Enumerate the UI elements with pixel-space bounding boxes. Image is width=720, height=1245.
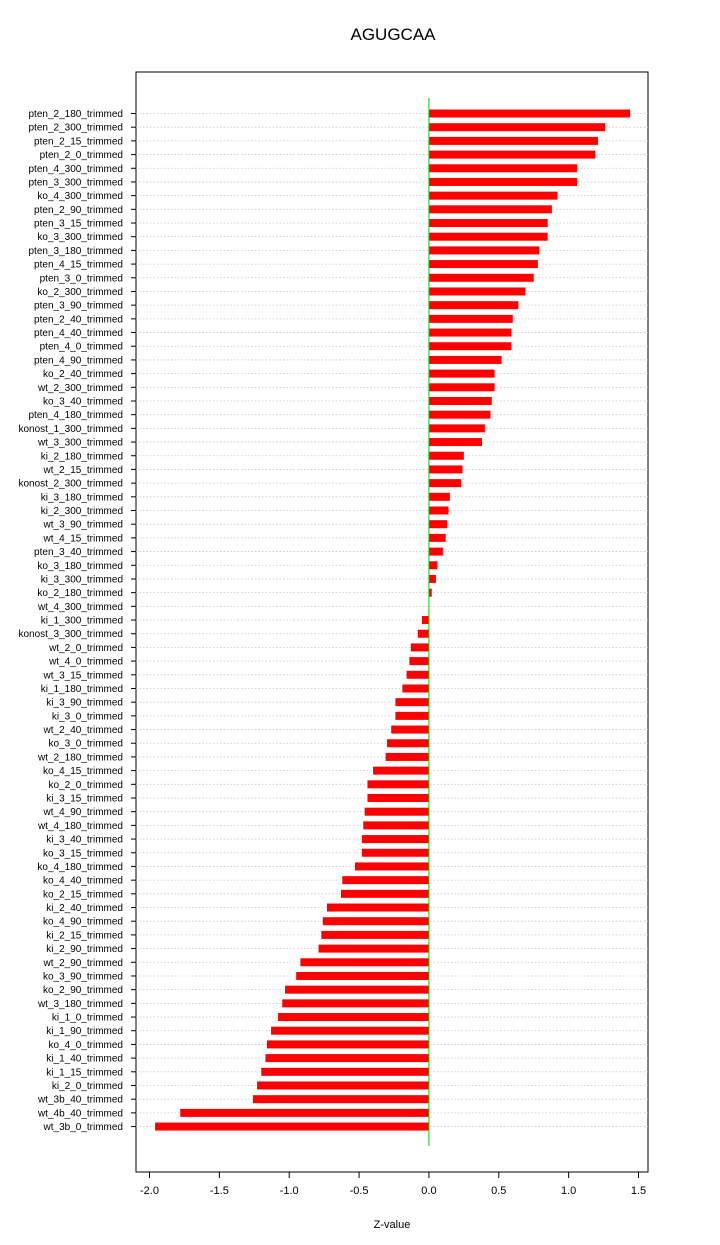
bar: [367, 780, 428, 788]
bar: [319, 945, 429, 953]
category-label: ko_3_300_trimmed: [37, 232, 123, 244]
x-tick-label: -1.0: [279, 1185, 299, 1197]
bar: [429, 137, 598, 145]
bar: [362, 849, 429, 857]
bar: [323, 917, 429, 925]
bar: [300, 958, 429, 966]
bar: [429, 548, 443, 556]
bar: [257, 1081, 429, 1089]
x-tick-label: -0.5: [349, 1185, 369, 1197]
category-label: wt_2_0_trimmed: [49, 642, 123, 654]
bar: [429, 561, 437, 569]
bar: [362, 835, 429, 843]
bar: [429, 246, 539, 254]
category-label: pten_4_15_trimmed: [34, 259, 123, 271]
bar: [429, 383, 495, 391]
bar: [429, 164, 577, 172]
category-label: konost_3_300_trimmed: [18, 629, 123, 641]
category-label: wt_2_90_trimmed: [43, 957, 123, 969]
category-label: wt_2_300_trimmed: [37, 382, 123, 394]
category-label: pten_2_90_trimmed: [34, 204, 123, 216]
x-axis: [140, 1172, 646, 1197]
category-label: ko_4_15_trimmed: [42, 766, 123, 778]
category-label: pten_4_0_trimmed: [39, 341, 123, 353]
category-label: pten_3_90_trimmed: [34, 300, 123, 312]
category-label: wt_4_15_trimmed: [43, 533, 123, 545]
bar: [422, 616, 429, 624]
bar: [429, 411, 490, 419]
category-label: pten_4_300_trimmed: [28, 163, 123, 175]
bar: [391, 726, 429, 734]
category-label: ko_4_300_trimmed: [37, 191, 123, 203]
category-label: ki_2_0_trimmed: [51, 1080, 123, 1092]
category-label: pten_2_300_trimmed: [28, 122, 123, 134]
bar: [387, 739, 429, 747]
category-label: wt_3_180_trimmed: [37, 998, 123, 1010]
category-label: ko_2_0_trimmed: [48, 779, 123, 791]
bar: [265, 1054, 428, 1062]
category-label: ko_3_90_trimmed: [42, 971, 123, 983]
category-label: ki_1_300_trimmed: [40, 615, 123, 627]
category-label: ko_4_180_trimmed: [37, 861, 123, 873]
bar: [321, 931, 429, 939]
category-label: ki_2_40_trimmed: [46, 903, 123, 915]
category-label: konost_2_300_trimmed: [18, 478, 123, 490]
bar: [373, 767, 429, 775]
category-label: ko_3_15_trimmed: [42, 848, 123, 860]
bar: [429, 110, 630, 118]
bar: [282, 999, 429, 1007]
bar: [429, 301, 518, 309]
bar: [418, 630, 429, 638]
bar: [402, 684, 429, 692]
category-label: pten_3_300_trimmed: [28, 177, 123, 189]
x-tick-label: -1.5: [209, 1185, 229, 1197]
bar: [180, 1109, 429, 1117]
bar: [429, 397, 492, 405]
category-label: wt_2_15_trimmed: [43, 464, 123, 476]
x-tick-label: 0.5: [491, 1185, 507, 1197]
category-label: pten_4_90_trimmed: [34, 355, 123, 367]
category-label: ko_2_180_trimmed: [37, 588, 123, 600]
bar: [429, 274, 534, 282]
bar: [429, 370, 495, 378]
category-label: ki_1_90_trimmed: [46, 1026, 123, 1038]
category-label: ki_1_180_trimmed: [40, 683, 123, 695]
category-label: wt_4_180_trimmed: [37, 820, 123, 832]
bar: [429, 520, 447, 528]
bar: [395, 712, 429, 720]
bar: [429, 205, 552, 213]
category-label: pten_4_40_trimmed: [34, 328, 123, 340]
bar: [395, 698, 429, 706]
category-label: ko_3_0_trimmed: [48, 738, 123, 750]
category-label: pten_2_15_trimmed: [34, 136, 123, 148]
category-label: wt_4b_40_trimmed: [37, 1108, 123, 1120]
bar: [267, 1040, 429, 1048]
category-label: konost_1_300_trimmed: [18, 423, 123, 435]
category-label: ki_1_0_trimmed: [51, 1012, 123, 1024]
bar: [253, 1095, 429, 1103]
bar: [407, 671, 429, 679]
bar: [386, 753, 429, 761]
bar: [342, 876, 429, 884]
category-label: ko_2_15_trimmed: [42, 889, 123, 901]
category-label: ki_2_300_trimmed: [40, 506, 123, 518]
bar: [429, 178, 577, 186]
bar: [367, 794, 428, 802]
category-label: wt_2_180_trimmed: [37, 752, 123, 764]
bar: [429, 192, 558, 200]
category-label: ki_3_180_trimmed: [40, 492, 123, 504]
bar: [429, 507, 449, 515]
bar: [429, 465, 463, 473]
category-label: wt_2_40_trimmed: [43, 725, 123, 737]
bar: [429, 260, 538, 268]
bar: [429, 438, 482, 446]
bar: [429, 329, 511, 337]
bar: [429, 233, 548, 241]
category-label: pten_4_180_trimmed: [28, 410, 123, 422]
category-label: ko_4_0_trimmed: [48, 1039, 123, 1051]
bar: [429, 534, 446, 542]
category-label: wt_4_300_trimmed: [37, 601, 123, 613]
category-label: wt_3_90_trimmed: [43, 519, 123, 531]
bar: [285, 986, 429, 994]
category-label: ko_2_300_trimmed: [37, 286, 123, 298]
category-label: pten_3_0_trimmed: [39, 273, 123, 285]
category-label: pten_2_0_trimmed: [39, 150, 123, 162]
category-label: ko_3_40_trimmed: [42, 396, 123, 408]
category-label: pten_2_40_trimmed: [34, 314, 123, 326]
bar: [429, 151, 595, 159]
chart-title: AGUGCAA: [350, 25, 436, 44]
category-label: pten_2_180_trimmed: [28, 109, 123, 120]
bar: [429, 287, 525, 295]
category-label: ko_3_180_trimmed: [37, 560, 123, 572]
bar: [429, 123, 605, 131]
category-label: pten_3_15_trimmed: [34, 218, 123, 230]
category-label: ko_2_40_trimmed: [42, 369, 123, 381]
category-label: ko_4_40_trimmed: [42, 875, 123, 887]
bar: [155, 1123, 429, 1131]
category-label: wt_3b_0_trimmed: [43, 1122, 123, 1134]
bar: [429, 493, 450, 501]
bar: [429, 315, 513, 323]
bar: [341, 890, 429, 898]
bar: [365, 808, 429, 816]
x-tick-label: 0.0: [421, 1185, 437, 1197]
bar: [327, 904, 429, 912]
bar: [429, 356, 502, 364]
category-label: ki_2_90_trimmed: [46, 944, 123, 956]
bar: [411, 643, 429, 651]
x-axis-title: Z-value: [373, 1219, 411, 1231]
category-label: wt_4_0_trimmed: [49, 656, 123, 668]
category-label: ko_4_90_trimmed: [42, 916, 123, 928]
category-label: pten_3_180_trimmed: [28, 245, 123, 257]
bar: [429, 575, 436, 583]
bar: [278, 1013, 429, 1021]
bar: [296, 972, 429, 980]
x-tick-label: 1.0: [560, 1185, 577, 1197]
category-label: ki_3_300_trimmed: [40, 574, 123, 586]
bar: [429, 452, 464, 460]
x-tick-label: -2.0: [140, 1185, 159, 1197]
bar: [271, 1027, 429, 1035]
category-label: wt_4_90_trimmed: [43, 807, 123, 819]
category-label: ki_3_0_trimmed: [51, 711, 123, 723]
category-label: ki_2_15_trimmed: [46, 930, 123, 942]
bar: [363, 821, 429, 829]
bar: [261, 1068, 429, 1076]
bar: [429, 342, 511, 350]
category-label: ki_3_90_trimmed: [46, 697, 123, 709]
category-label: wt_3_300_trimmed: [37, 437, 123, 449]
bar: [429, 479, 461, 487]
bar: [355, 862, 429, 870]
category-label: ki_3_15_trimmed: [46, 793, 123, 805]
category-label: ki_2_180_trimmed: [40, 451, 123, 463]
category-label: ki_3_40_trimmed: [46, 834, 123, 846]
bar: [409, 657, 429, 665]
category-label: ki_1_15_trimmed: [46, 1067, 123, 1079]
bar: [429, 424, 485, 432]
x-tick-label: 1.5: [630, 1185, 647, 1197]
category-label: wt_3_15_trimmed: [43, 670, 123, 682]
category-label: ko_2_90_trimmed: [42, 985, 123, 997]
category-label: pten_3_40_trimmed: [34, 547, 123, 559]
category-label: ki_1_40_trimmed: [46, 1053, 123, 1065]
category-labels: [18, 109, 136, 1133]
bar: [429, 219, 548, 227]
category-label: wt_3b_40_trimmed: [37, 1094, 123, 1106]
